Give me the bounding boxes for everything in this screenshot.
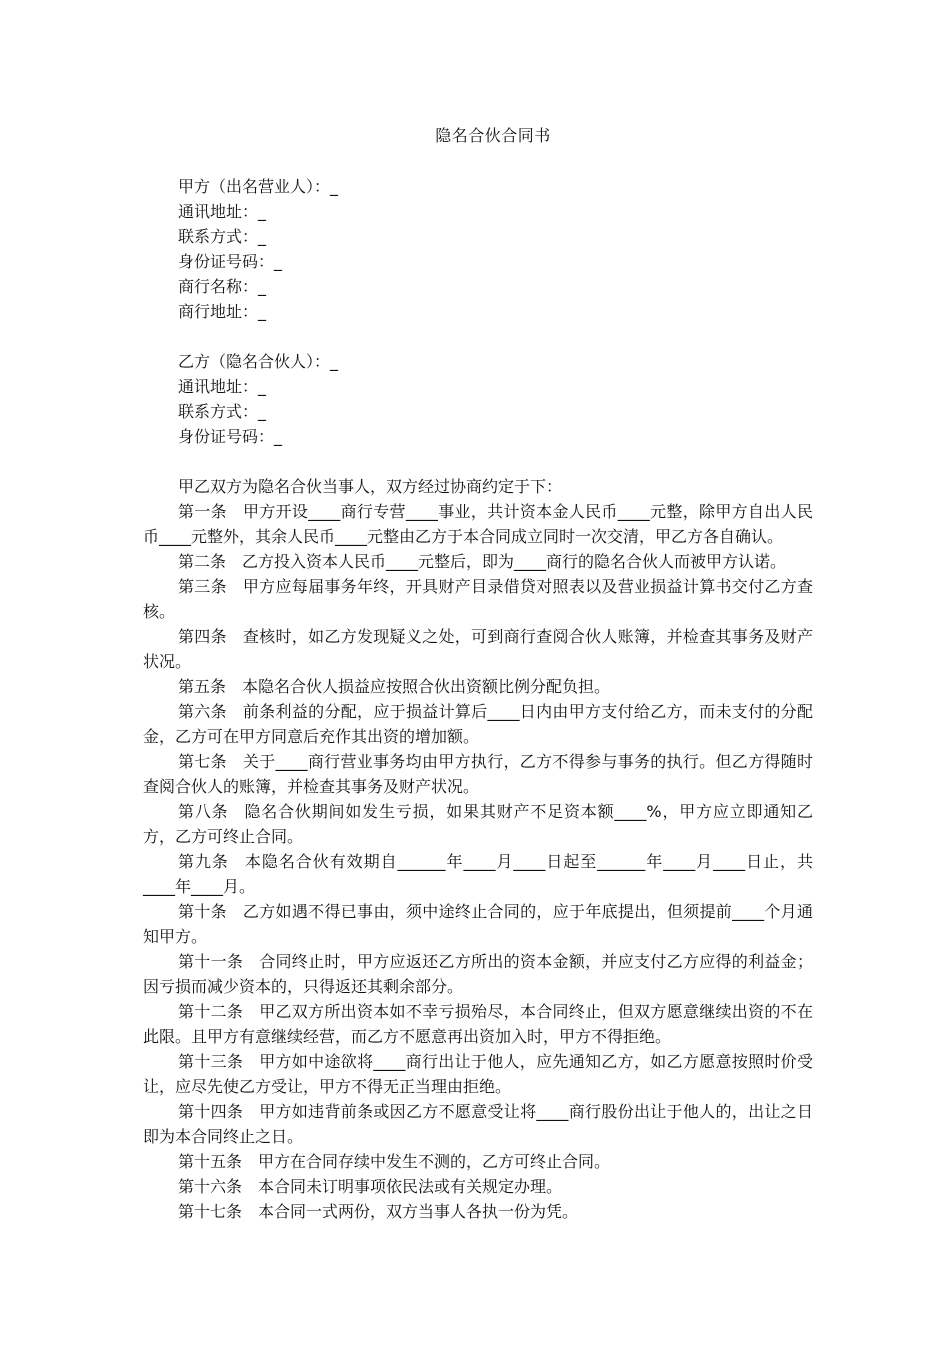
- party-a-name: 甲方（出名营业人）：_: [178, 177, 339, 196]
- article-label: 第九条: [178, 852, 229, 871]
- party-a-contact: 联系方式：_: [178, 227, 267, 246]
- party-a-shop-name: 商行名称：_: [178, 277, 267, 296]
- article-label: 第七条: [178, 752, 227, 771]
- article-label: 第一条: [178, 502, 227, 521]
- article-13: [143, 1049, 813, 1099]
- article-text: 本合同一式两份，双方当事人各执一份为凭。: [258, 1202, 579, 1221]
- article-text: 甲方应每届事务年终，开具财产目录借贷对照表以及营业损益计算书交付乙方查核。: [143, 577, 813, 621]
- party-a-shop-address: 商行地址：_: [178, 302, 267, 321]
- article-text: 甲方如违背前条或因乙方不愿意受让将____商行股份出让于他人的，出让之日即为本合同终止之日。: [143, 1102, 813, 1146]
- article-1: [143, 499, 813, 549]
- article-label: 第六条: [178, 702, 227, 721]
- article-11: [143, 949, 813, 999]
- article-5: [143, 674, 813, 699]
- article-label: 第十一条: [178, 952, 244, 971]
- article-4: [143, 624, 813, 674]
- article-2: [143, 549, 813, 574]
- article-text: 查核时，如乙方发现疑义之处，可到商行查阅合伙人账簿，并检查其事务及财产状况。: [143, 627, 813, 671]
- article-label: 第十四条: [178, 1102, 244, 1121]
- party-a-info: [178, 174, 778, 324]
- article-10: [143, 899, 813, 949]
- article-text: 甲方开设____商行专营____事业，共计资本金人民币____元整，除甲方自出人民币____元整外，其余人民币____元整由乙方于本合同成立同时一次交清，甲乙方各自确认。: [143, 502, 813, 546]
- article-6: [143, 699, 813, 749]
- article-text: 本合同未订明事项依民法或有关规定办理。: [258, 1177, 563, 1196]
- article-16: [143, 1174, 813, 1199]
- article-label: 第五条: [178, 677, 227, 696]
- article-text: 合同终止时，甲方应返还乙方所出的资本金额，并应支付乙方应得的利益金；因亏损而减少资本的，只得返还其剩余部分。: [143, 952, 813, 996]
- party-b-info: [178, 349, 778, 449]
- article-label: 第八条: [178, 802, 229, 821]
- article-17: [143, 1199, 813, 1224]
- article-8: [143, 799, 813, 849]
- party-b-address: 通讯地址：_: [178, 377, 267, 396]
- article-7: [143, 749, 813, 799]
- article-text: 甲方如中途欲将____商行出让于他人，应先通知乙方，如乙方愿意按照时价受让，应尽先使乙方受让，甲方不得无正当理由拒绝。: [143, 1052, 813, 1096]
- article-14: [143, 1099, 813, 1149]
- article-text: 本隐名合伙人损益应按照合伙出资额比例分配负担。: [242, 677, 611, 696]
- article-label: 第二条: [178, 552, 227, 571]
- party-a-id-number: 身份证号码：_: [178, 252, 283, 271]
- article-label: 第三条: [178, 577, 227, 596]
- article-12: [143, 999, 813, 1049]
- contract-body: [143, 474, 813, 1224]
- article-text: 本隐名合伙有效期自______年____月____日起至______年____月____日止，共____年____月。: [143, 852, 813, 896]
- article-9: [143, 849, 813, 899]
- article-text: 关于____商行营业事务均由甲方执行，乙方不得参与事务的执行。但乙方得随时查阅合伙人的账簿，并检查其事务及财产状况。: [143, 752, 813, 796]
- article-label: 第十条: [178, 902, 227, 921]
- article-label: 第十三条: [178, 1052, 244, 1071]
- article-text: 隐名合伙期间如发生亏损，如果其财产不足资本额____%，甲方应立即通知乙方，乙方可终止合同。: [143, 802, 813, 846]
- article-label: 第十五条: [178, 1152, 243, 1171]
- article-text: 甲方在合同存续中发生不测的，乙方可终止合同。: [258, 1152, 611, 1171]
- article-text: 乙方如遇不得已事由，须中途终止合同的，应于年底提出，但须提前____个月通知甲方。: [143, 902, 813, 946]
- article-3: [143, 574, 813, 624]
- article-label: 第十七条: [178, 1202, 243, 1221]
- article-label: 第十二条: [178, 1002, 244, 1021]
- party-b-name: 乙方（隐名合伙人）：_: [178, 352, 339, 371]
- article-15: [143, 1149, 813, 1174]
- article-text: 乙方投入资本人民币____元整后，即为____商行的隐名合伙人而被甲方认诺。: [242, 552, 787, 571]
- party-a-address: 通讯地址：_: [178, 202, 267, 221]
- document-title: 隐名合伙合同书: [435, 126, 551, 145]
- article-text: 甲乙双方所出资本如不幸亏损殆尽，本合同终止，但双方愿意继续出资的不在此限。且甲方有意继续经营，而乙方不愿意再出资加入时，甲方不得拒绝。: [143, 1002, 813, 1046]
- party-b-contact: 联系方式：_: [178, 402, 267, 421]
- article-label: 第十六条: [178, 1177, 243, 1196]
- article-label: 第四条: [178, 627, 227, 646]
- contract-intro: 甲乙双方为隐名合伙当事人，双方经过协商约定于下：: [178, 477, 563, 496]
- article-text: 前条利益的分配，应于损益计算后____日内由甲方支付给乙方，而未支付的分配金，乙方可在甲方同意后充作其出资的增加额。: [143, 702, 813, 746]
- party-b-id-number: 身份证号码：_: [178, 427, 283, 446]
